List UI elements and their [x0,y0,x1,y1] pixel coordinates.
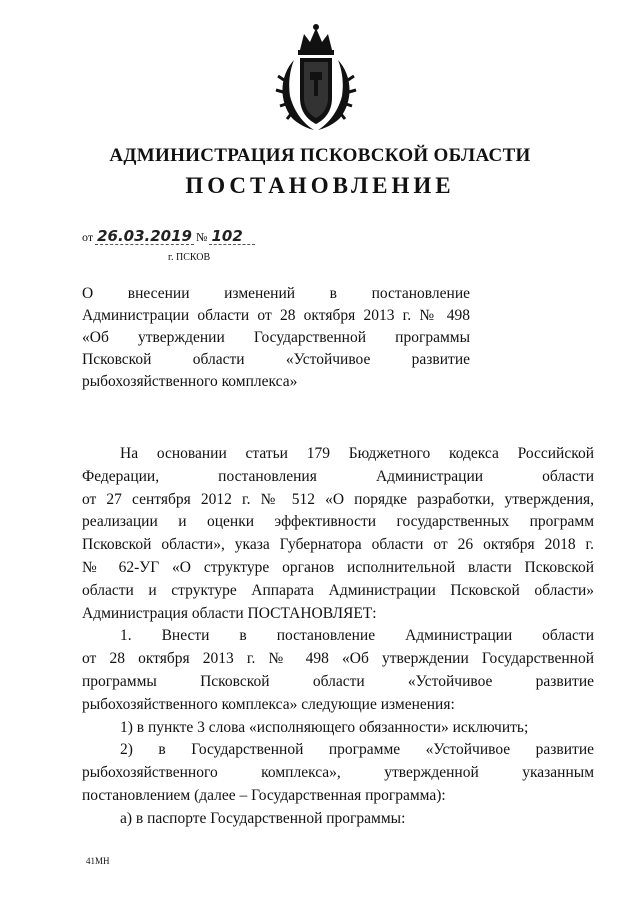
coat-of-arms-icon [274,20,358,132]
subject-line: «Об утверждении Государственной программы [82,329,470,346]
body-text [82,443,594,831]
body-line: рыбохозяйственного комплекса», утвержденной указанным [82,764,594,782]
body-line: На основании статьи 179 Бюджетного кодекса Российской [120,445,594,462]
subject-line: рыбохозяйственного комплекса» [82,373,298,390]
body-line: 2) в Государственной программе «Устойчивое развитие [120,741,594,759]
body-line: программы Псковской области «Устойчивое развитие [82,672,594,690]
body-line: № 62-УГ «О структуре органов исполнительной власти Псковской [82,558,594,576]
body-line: Администрация области ПОСТАНОВЛЯЕТ: [82,604,377,622]
subject-block [82,283,470,393]
body-line: Федерации, постановления Администрации области [82,467,594,485]
document-type-title: ПОСТАНОВЛЕНИЕ [185,173,455,198]
organization-title: АДМИНИСТРАЦИЯ ПСКОВСКОЙ ОБЛАСТИ [109,145,531,166]
body-line: от 28 октября 2013 г. № 498 «Об утверждении Государственной [82,650,594,668]
date-prefix: от [82,230,94,244]
body-line: 1. Внести в постановление Администрации области [120,627,594,645]
handwritten-number: 102 [209,228,255,245]
body-line: 1) в пункте 3 слова «исполняющего обязанности» исключить; [120,718,529,736]
subject-line: Администрации области от 28 октября 2013 г. № 498 [82,307,470,324]
body-line: реализации и оценки эффективности государственных программ [82,513,594,531]
body-line: а) в паспорте Государственной программы: [120,809,406,827]
body-line: от 27 сентября 2012 г. № 512 «О порядке разработки, утверждения, [82,490,594,508]
body-line: рыбохозяйственного комплекса» следующие изменения: [82,695,455,713]
body-line: постановлением (далее – Государственная программа): [82,786,446,804]
body-line: области и структуре Аппарата Администрации Псковской области» [82,581,594,599]
body-line: Псковской области», указа Губернатора области от 26 октября 2018 г. [82,536,594,554]
footer-code: 41МН [86,856,110,866]
date-number-line [82,228,257,245]
handwritten-date: 26.03.2019 [97,227,192,245]
subject-line: Псковской области «Устойчивое развитие [82,351,470,368]
city-label: г. ПСКОВ [168,252,211,263]
subject-line: О внесении изменений в постановление [82,285,470,302]
number-label: № [196,230,208,244]
